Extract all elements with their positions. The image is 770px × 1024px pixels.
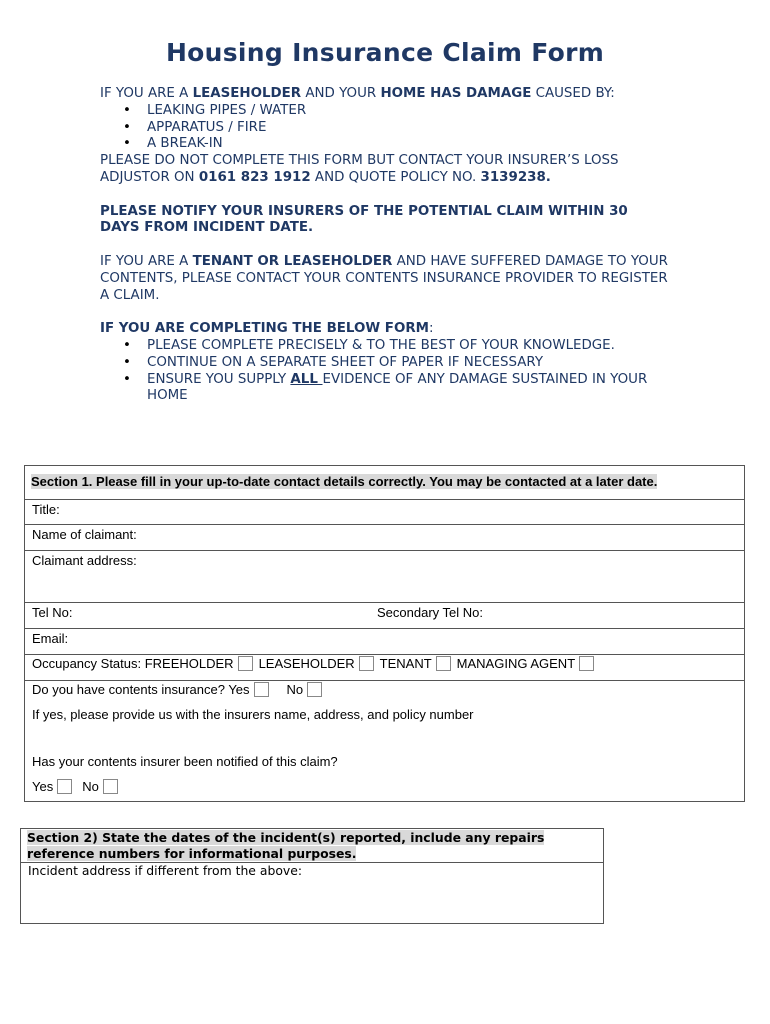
contents-insurance-question — [32, 682, 328, 697]
section-2-heading — [27, 830, 587, 862]
claimant-name-field[interactable] — [25, 524, 744, 551]
list-item: • APPARATUS / FIRE — [147, 120, 670, 137]
tel-label: Tel No: — [32, 605, 73, 620]
section-2-heading-text: Section 2) State the dates of the incident(s) reported, include any repairs reference numbers for informational purposes. — [27, 830, 545, 861]
text: IF YOU ARE A — [100, 253, 193, 269]
loss-adjustor-phone: 0161 823 1912 — [198, 169, 311, 185]
text: PLEASE DO NOT COMPLETE THIS FORM BUT CONTACT YOUR INSURER’S LOSS ADJUSTOR ON — [100, 153, 619, 185]
text: ENSURE YOU SUPPLY — [147, 371, 291, 387]
list-item: • LEAKING PIPES / WATER — [147, 103, 670, 120]
text: AND HAVE SUFFERED DAMAGE TO YOUR CONTENTS, PLEASE CONTACT YOUR CONTENTS INSURANCE PROVIDER TO REGISTER A CLAIM. — [100, 253, 668, 303]
claimant-name-label: Name of claimant: — [32, 527, 137, 542]
text: CAUSED BY: — [531, 86, 615, 101]
contents-insurance-block — [25, 680, 744, 802]
occupancy-status-row — [25, 654, 744, 681]
list-item: • CONTINUE ON A SEPARATE SHEET OF PAPER IF NECESSARY — [147, 355, 670, 372]
tenant-label: TENANT — [379, 656, 432, 671]
instructions-list — [100, 338, 670, 405]
leaseholder-label: LEASEHOLDER — [258, 656, 355, 671]
text-bold: HOME HAS DAMAGE — [380, 86, 532, 101]
text: : — [428, 321, 434, 337]
secondary-tel-label: Secondary Tel No: — [377, 605, 483, 620]
text-bold: IF YOU ARE COMPLETING THE BELOW FORM — [100, 321, 429, 337]
occupancy-options — [32, 656, 600, 671]
email-field[interactable] — [25, 628, 744, 655]
section-2-incident-details — [20, 828, 604, 924]
text: AND QUOTE POLICY NO. — [310, 169, 481, 185]
managing-agent-label: MANAGING AGENT — [456, 656, 576, 671]
damage-causes-list — [100, 103, 670, 153]
section-1-contact-details — [24, 465, 745, 802]
tenant-contents-notice — [100, 254, 670, 304]
list-item — [147, 372, 670, 406]
title-field[interactable] — [25, 499, 744, 525]
title-label: Title: — [32, 502, 60, 517]
text-bold: LEASEHOLDER — [192, 86, 302, 101]
contents-yes-checkbox[interactable] — [254, 682, 269, 697]
list-item: • PLEASE COMPLETE PRECISELY & TO THE BEST OF YOUR KNOWLEDGE. — [147, 338, 670, 355]
page-title: Housing Insurance Claim Form — [165, 38, 605, 67]
completing-form-heading — [100, 321, 670, 338]
notified-yes-label: Yes — [32, 779, 54, 794]
loss-adjustor-notice — [100, 153, 670, 187]
intro-notice — [100, 86, 670, 405]
section-1-heading: Section 1. Please fill in your up-to-date contact details correctly. You may be contacted at a later date. — [31, 474, 658, 489]
contents-question-label: Do you have contents insurance? Yes — [32, 682, 250, 697]
email-label: Email: — [32, 631, 69, 646]
policy-number: 3139238. — [480, 169, 551, 185]
section-1-header-row — [25, 466, 744, 500]
insurer-notified-question: Has your contents insurer been notified of this claim? — [32, 754, 338, 769]
notified-no-checkbox[interactable] — [103, 779, 118, 794]
leaseholder-checkbox[interactable] — [359, 656, 374, 671]
insurer-notified-options — [32, 779, 124, 794]
text: IF YOU ARE A — [100, 86, 193, 101]
leaseholder-damage-notice — [100, 86, 670, 103]
text-bold: TENANT OR LEASEHOLDER — [192, 253, 393, 269]
text-underlined: ALL — [290, 371, 323, 387]
managing-agent-checkbox[interactable] — [579, 656, 594, 671]
contents-no-label: No — [286, 682, 304, 697]
tenant-checkbox[interactable] — [436, 656, 451, 671]
incident-address-field[interactable] — [21, 862, 603, 924]
claimant-address-field[interactable] — [25, 550, 744, 603]
contents-no-checkbox[interactable] — [307, 682, 322, 697]
claimant-address-label: Claimant address: — [32, 553, 137, 568]
list-item: • A BREAK-IN — [147, 136, 670, 153]
notify-insurers-notice — [100, 204, 670, 238]
incident-address-label: Incident address if different from the above: — [28, 863, 303, 878]
notified-no-label: No — [82, 779, 99, 794]
insurer-details-prompt: If yes, please provide us with the insurers name, address, and policy number — [32, 707, 474, 722]
freeholder-checkbox[interactable] — [238, 656, 253, 671]
text: EVIDENCE OF ANY DAMAGE SUSTAINED IN YOUR HOME — [147, 371, 648, 404]
tel-row[interactable] — [25, 602, 744, 629]
notified-yes-checkbox[interactable] — [57, 779, 72, 794]
text: AND YOUR — [301, 86, 381, 101]
text-bold: PLEASE NOTIFY YOUR INSURERS OF THE POTENTIAL CLAIM WITHIN 30 DAYS FROM INCIDENT DATE. — [100, 203, 628, 236]
section-2-header-row — [21, 829, 603, 863]
occupancy-label: Occupancy Status: FREEHOLDER — [32, 656, 234, 671]
